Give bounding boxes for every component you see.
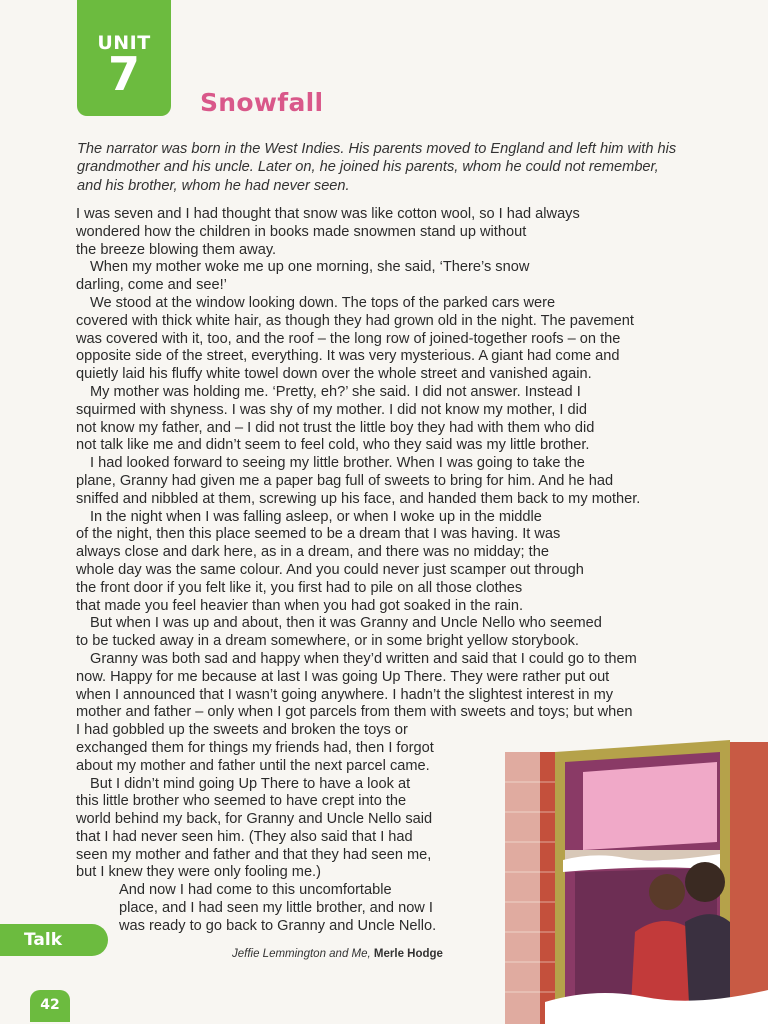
story-line: now. Happy for me because at last I was going Up There. They were rather put out xyxy=(76,668,610,685)
story-line: covered with thick white hair, as though they had grown old in the night. The pavement xyxy=(76,312,634,329)
story-line: quietly laid his fluffy white towel down over the whole street and vanished again. xyxy=(76,366,592,383)
story-line: I had gobbled up the sweets and broken the toys or xyxy=(76,722,408,739)
story-line: was covered with it, too, and the roof – the long row of joined-together roofs – on the xyxy=(76,330,621,347)
story-line: sniffed and nibbled at them, screwing up his face, and handed them back to my mother. xyxy=(76,490,641,507)
credit-book-title: Jeffie Lemmington and Me, xyxy=(232,948,371,960)
story-line: I had looked forward to seeing my little brother. When I was going to take the xyxy=(90,455,585,472)
story-line: Granny was both sad and happy when they’d written and said that I could go to them xyxy=(90,650,637,667)
story-line: world behind my back, for Granny and Uncle Nello said xyxy=(76,811,433,828)
story-line: We stood at the window looking down. The tops of the parked cars were xyxy=(90,294,556,311)
story-line: place, and I had seen my little brother, and now I xyxy=(119,900,433,917)
unit-badge xyxy=(77,0,171,116)
story-line: always close and dark here, as in a dream, and there was no midday; the xyxy=(76,544,549,561)
credit-author: Merle Hodge xyxy=(373,948,443,960)
story-line: mother and father – only when I got parcels from them with sweets and toys; but when xyxy=(76,704,633,721)
page-number: 42 xyxy=(30,990,70,1022)
story-line: of the night, then this place seemed to be a dream that I was having. It was xyxy=(76,526,561,543)
story-line: not talk like me and didn’t seem to feel cold, who they said was my little brother. xyxy=(76,437,590,454)
source-credit xyxy=(232,948,443,960)
story-line: opposite side of the street, everything. It was very mysterious. A giant had come and xyxy=(76,348,620,365)
story-line: plane, Granny had given me a paper bag full of sweets to bring for him. And he had xyxy=(76,472,614,489)
story-line: darling, come and see!’ xyxy=(76,277,227,294)
story-line: this little brother who seemed to have crept into the xyxy=(76,793,407,810)
story-line: that I had never seen him. (They also said that I had xyxy=(76,828,413,845)
story-line: In the night when I was falling asleep, or when I woke up in the middle xyxy=(90,508,542,525)
story-line: to be tucked away in a dream somewhere, or in some bright yellow storybook. xyxy=(76,633,579,650)
story-line: that made you feel heavier than when you had got soaked in the rain. xyxy=(76,597,524,614)
story-line: seen my mother and father and that they had seen me, xyxy=(76,846,432,863)
story-line: the breeze blowing them away. xyxy=(76,241,277,258)
story-line: But when I was up and about, then it was Granny and Uncle Nello who seemed xyxy=(90,615,602,632)
story-line: I was seven and I had thought that snow was like cotton wool, so I had always xyxy=(76,206,580,222)
talk-tab: Talk xyxy=(0,924,108,956)
story-line: But I didn’t mind going Up There to have a look at xyxy=(90,775,411,792)
story-line: squirmed with shyness. I was shy of my mother. I did not know my mother, I did xyxy=(76,401,587,418)
story-line: not know my father, and – I did not trust the little boy they had with them who did xyxy=(76,419,595,436)
story-line: the front door if you felt like it, you first had to pile on all those clothes xyxy=(76,579,523,596)
story-line: whole day was the same colour. And you could never just scamper out through xyxy=(76,561,584,578)
page-title: Snowfall xyxy=(200,88,324,117)
story-line: about my mother and father until the next parcel came. xyxy=(76,757,430,774)
story-line: wondered how the children in books made snowmen stand up without xyxy=(76,223,527,240)
unit-number: 7 xyxy=(107,47,140,101)
story-line: was ready to go back to Granny and Uncle Nello. xyxy=(119,917,437,934)
story-line: My mother was holding me. ‘Pretty, eh?’ she said. I did not answer. Instead I xyxy=(90,383,581,400)
window-illustration xyxy=(505,732,768,1024)
story-line: but I knew they were only fooling me.) xyxy=(76,864,321,881)
intro-paragraph: The narrator was born in the West Indies. His parents moved to England and left him with his grandmother and his uncle. Later on, he joined his parents, whom he could not remember, and his brother, whom he had never seen. xyxy=(77,141,677,194)
story-line: when I announced that I wasn’t going anywhere. I hadn’t the slightest interest in my xyxy=(76,686,614,703)
story-line: And now I had come to this uncomfortable xyxy=(119,882,392,899)
story-line: exchanged them for things my friends had, then I forgot xyxy=(76,739,434,756)
story-line: When my mother woke me up one morning, she said, ‘There’s snow xyxy=(90,259,530,276)
unit-label: UNIT xyxy=(97,32,151,54)
